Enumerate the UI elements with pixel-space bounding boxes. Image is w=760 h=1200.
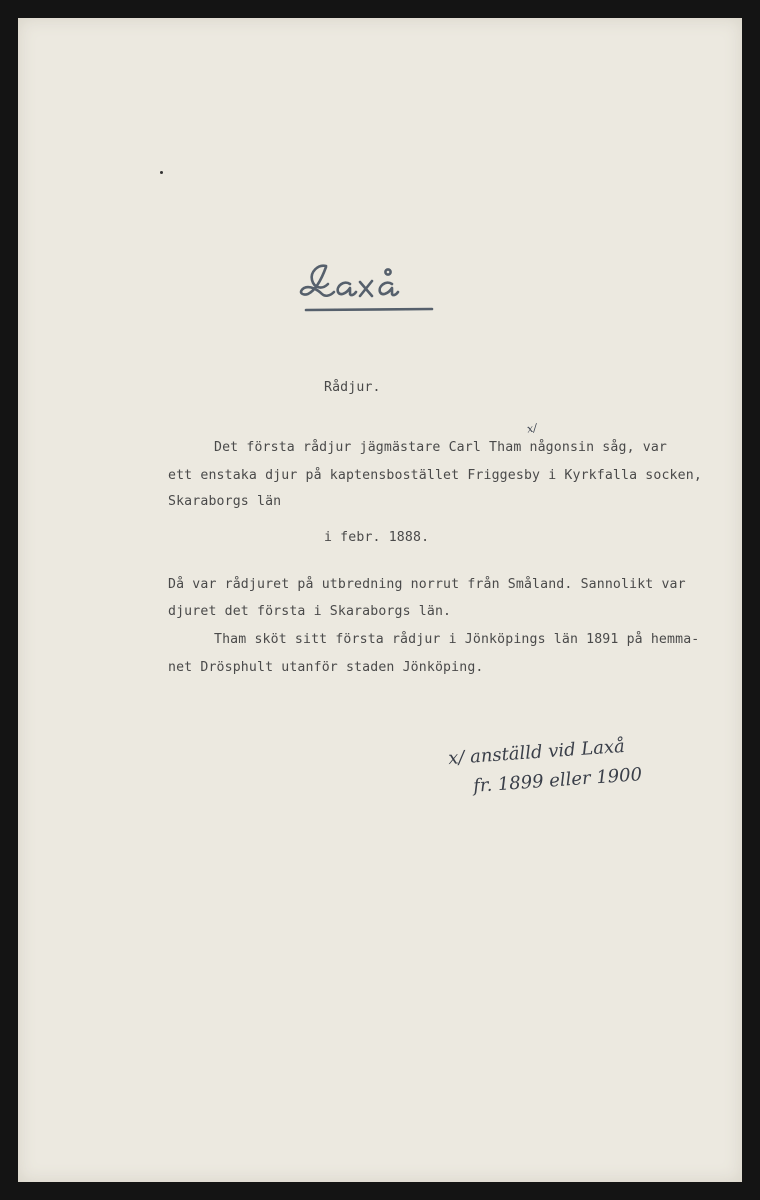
footnote-mark-insert: x/ <box>525 421 538 436</box>
paragraph1-line1: Det första rådjur jägmästare Carl Tham någonsin såg, var <box>214 440 668 455</box>
paragraph2-line2: djuret det första i Skaraborgs län. <box>168 604 452 619</box>
title-handwriting-graphic <box>288 250 448 322</box>
paragraph3-line1: Tham sköt sitt första rådjur i Jönköpings län 1891 på hemma- <box>214 632 700 647</box>
title-text <box>288 250 289 251</box>
handwritten-footnote-line2: fr. 1899 eller 1900 <box>472 764 643 797</box>
handwritten-footnote-line1: x/ anställd vid Laxå <box>447 735 626 770</box>
paragraph2-line1: Då var rådjuret på utbredning norrut från Småland. Sannolikt var <box>168 577 686 592</box>
document-page <box>18 18 742 1182</box>
ink-dot <box>160 171 163 174</box>
paragraph3-line2: net Drösphult utanför staden Jönköping. <box>168 660 484 675</box>
paragraph1-line2: ett enstaka djur på kaptensbostället Friggesby i Kyrkfalla socken, <box>168 468 702 483</box>
date-line: i febr. 1888. <box>324 530 430 545</box>
heading-radjur: Rådjur. <box>324 380 381 395</box>
handwritten-title <box>288 250 448 322</box>
paragraph1-line3: Skaraborgs län <box>168 494 282 509</box>
